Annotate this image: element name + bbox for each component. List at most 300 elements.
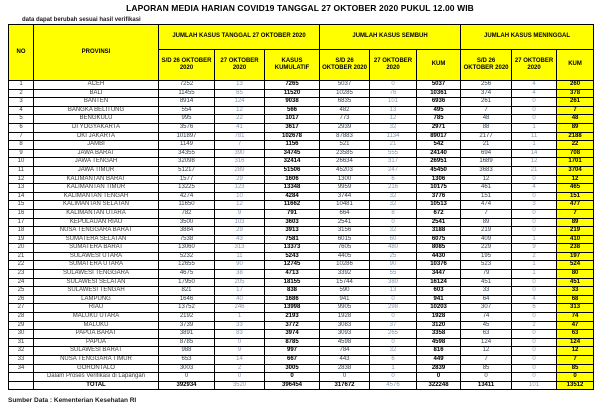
- kasus-27-cell: 205: [215, 278, 265, 287]
- sembuh-27-cell: 13: [370, 106, 417, 115]
- sembuh-27-cell: 90: [370, 261, 417, 270]
- row-number: 13: [9, 184, 34, 193]
- kasus-27-cell: 9: [215, 209, 265, 218]
- province-name: ACEH: [34, 81, 159, 90]
- meninggal-kum-cell: 68: [557, 295, 594, 304]
- row-number: 16: [9, 209, 34, 218]
- meninggal-kum-cell: 0: [557, 373, 594, 382]
- meninggal-sd-cell: 694: [461, 149, 512, 158]
- sembuh-sd-cell: 3744: [320, 192, 370, 201]
- meninggal-sd-cell: 1689: [461, 158, 512, 167]
- meninggal-27-cell: 0: [512, 98, 557, 107]
- sembuh-27-cell: 6: [370, 175, 417, 184]
- meninggal-kum-cell: 261: [557, 98, 594, 107]
- kasus-27-cell: 103: [215, 218, 265, 227]
- meninggal-kum-cell: 47: [557, 321, 594, 330]
- kasus-kum-cell: 9038: [265, 98, 320, 107]
- kasus-sd-cell: 4274: [159, 192, 215, 201]
- sembuh-kum-cell: 16124: [417, 278, 461, 287]
- sembuh-sd-cell: 3083: [320, 321, 370, 330]
- kasus-sd-cell: 8785: [159, 338, 215, 347]
- kasus-27-cell: 41: [215, 123, 265, 132]
- kasus-sd-cell: 101897: [159, 132, 215, 141]
- sembuh-kum-cell: 4430: [417, 252, 461, 261]
- sembuh-27-cell: 380: [370, 278, 417, 287]
- meninggal-27-cell: 0: [512, 330, 557, 339]
- meninggal-27-cell: 6: [512, 304, 557, 313]
- sembuh-sd-cell: 3156: [320, 227, 370, 236]
- table-row: [9, 106, 594, 115]
- table-row: [9, 373, 594, 382]
- kasus-kum-cell: 1156: [265, 141, 320, 150]
- meninggal-sd-cell: 523: [461, 261, 512, 270]
- sembuh-kum-cell: 89017: [417, 132, 461, 141]
- kasus-kum-cell: 4284: [265, 192, 320, 201]
- sembuh-kum-cell: 4598: [417, 338, 461, 347]
- sembuh-27-cell: 32: [370, 347, 417, 356]
- meninggal-kum-cell: 13512: [557, 381, 594, 390]
- kasus-sd-cell: 7538: [159, 235, 215, 244]
- meninggal-27-cell: 0: [512, 218, 557, 227]
- kasus-27-cell: 33: [215, 321, 265, 330]
- sembuh-kum-cell: 5037: [417, 81, 461, 90]
- kasus-kum-cell: 7265: [265, 81, 320, 90]
- sembuh-sd-cell: 941: [320, 295, 370, 304]
- table-body: [9, 81, 594, 390]
- meninggal-sd-cell: 474: [461, 201, 512, 210]
- meninggal-kum-cell: 3704: [557, 166, 594, 175]
- sembuh-sd-cell: 26634: [320, 158, 370, 167]
- meninggal-27-cell: 0: [512, 356, 557, 365]
- group-header-sembuh: JUMLAH KASUS SEMBUH: [320, 25, 461, 50]
- sembuh-kum-cell: 6075: [417, 235, 461, 244]
- meninggal-sd-cell: 85: [461, 364, 512, 373]
- kasus-kum-cell: 5243: [265, 252, 320, 261]
- province-name: BANGKA BELITUNG: [34, 106, 159, 115]
- row-number: 34: [9, 364, 34, 373]
- kasus-sd-cell: 32098: [159, 158, 215, 167]
- kasus-sd-cell: 12655: [159, 261, 215, 270]
- province-name: BALI: [34, 89, 159, 98]
- col-header-provinsi: PROVINSI: [34, 25, 159, 81]
- meninggal-27-cell: 0: [512, 373, 557, 382]
- kasus-kum-cell: 8785: [265, 338, 320, 347]
- province-name: JAMBI: [34, 141, 159, 150]
- meninggal-27-cell: 11: [512, 132, 557, 141]
- sub-header-kasus-kum: KASUS KUMULATIF: [265, 50, 320, 81]
- kasus-sd-cell: 3003: [159, 364, 215, 373]
- province-name: KALIMANTAN BARAT: [34, 175, 159, 184]
- sembuh-27-cell: 265: [370, 330, 417, 339]
- kasus-27-cell: 313: [215, 244, 265, 253]
- table-row: [9, 175, 594, 184]
- sembuh-sd-cell: 0: [320, 373, 370, 382]
- kasus-27-cell: 2: [215, 364, 265, 373]
- province-name: KEPULAUAN RIAU: [34, 218, 159, 227]
- province-name: NUSA TENGGARA BARAT: [34, 227, 159, 236]
- kasus-27-cell: 7: [215, 141, 265, 150]
- kasus-sd-cell: 995: [159, 115, 215, 124]
- province-name: KALIMANTAN SELATAN: [34, 201, 159, 210]
- sub-header-kasus-sd: S/D 26 OKTOBER 2020: [159, 50, 215, 81]
- meninggal-kum-cell: 7: [557, 356, 594, 365]
- kasus-27-cell: 83: [215, 330, 265, 339]
- sembuh-sd-cell: 10286: [320, 261, 370, 270]
- sembuh-sd-cell: 23585: [320, 149, 370, 158]
- province-name: SULAWESI TENGAH: [34, 287, 159, 296]
- table-row: [9, 244, 594, 253]
- sembuh-27-cell: 76: [370, 89, 417, 98]
- kasus-kum-cell: 102678: [265, 132, 320, 141]
- kasus-27-cell: 316: [215, 158, 265, 167]
- sembuh-sd-cell: 5037: [320, 81, 370, 90]
- province-name: DKI JAKARTA: [34, 132, 159, 141]
- sembuh-27-cell: 32: [370, 227, 417, 236]
- kasus-kum-cell: 3913: [265, 227, 320, 236]
- row-number: 2: [9, 89, 34, 98]
- row-number: 8: [9, 141, 34, 150]
- source-note: Sumber Data : Kementerian Kesehatan RI: [8, 397, 137, 405]
- table-row: [9, 89, 594, 98]
- kasus-27-cell: 17: [215, 287, 265, 296]
- meninggal-sd-cell: 64: [461, 295, 512, 304]
- meninggal-sd-cell: 12: [461, 347, 512, 356]
- sembuh-sd-cell: 3093: [320, 330, 370, 339]
- kasus-sd-cell: 7252: [159, 81, 215, 90]
- sembuh-sd-cell: 784: [320, 347, 370, 356]
- table-row: [9, 338, 594, 347]
- table-row: [9, 158, 594, 167]
- meninggal-kum-cell: 89: [557, 123, 594, 132]
- table-row: [9, 149, 594, 158]
- sembuh-kum-cell: 2839: [417, 364, 461, 373]
- meninggal-kum-cell: 7: [557, 106, 594, 115]
- table-row: [9, 304, 594, 313]
- province-name: BANTEN: [34, 98, 159, 107]
- meninggal-kum-cell: 63: [557, 330, 594, 339]
- meninggal-kum-cell: 89: [557, 218, 594, 227]
- sembuh-27-cell: 0: [370, 313, 417, 322]
- table-row: [9, 218, 594, 227]
- sembuh-kum-cell: 941: [417, 295, 461, 304]
- province-name: BENGKULU: [34, 115, 159, 124]
- kasus-sd-cell: 51217: [159, 166, 215, 175]
- table-row: [9, 166, 594, 175]
- row-number: 26: [9, 295, 34, 304]
- kasus-kum-cell: 18155: [265, 278, 320, 287]
- sub-header-meninggal-sd: S/D 26 OKTOBER 2020: [461, 50, 512, 81]
- meninggal-kum-cell: 313: [557, 304, 594, 313]
- meninggal-kum-cell: 151: [557, 192, 594, 201]
- province-name: PAPUA BARAT: [34, 330, 159, 339]
- meninggal-27-cell: 2: [512, 252, 557, 261]
- meninggal-kum-cell: 1701: [557, 158, 594, 167]
- kasus-27-cell: 246: [215, 304, 265, 313]
- sembuh-27-cell: 12: [370, 115, 417, 124]
- kasus-sd-cell: 653: [159, 356, 215, 365]
- meninggal-27-cell: 0: [512, 192, 557, 201]
- meninggal-27-cell: 0: [512, 278, 557, 287]
- meninggal-kum-cell: 197: [557, 252, 594, 261]
- row-number: 20: [9, 244, 34, 253]
- kasus-kum-cell: 396454: [265, 381, 320, 390]
- meninggal-27-cell: 0: [512, 175, 557, 184]
- province-name: SUMATERA UTARA: [34, 261, 159, 270]
- row-number: 12: [9, 175, 34, 184]
- sembuh-sd-cell: 482: [320, 106, 370, 115]
- group-header-kasus: JUMLAH KASUS TANGGAL 27 OKTOBER 2020: [159, 25, 320, 50]
- meninggal-kum-cell: 12: [557, 347, 594, 356]
- kasus-27-cell: 3520: [215, 381, 265, 390]
- meninggal-sd-cell: 374: [461, 89, 512, 98]
- meninggal-27-cell: 1: [512, 261, 557, 270]
- kasus-kum-cell: 0: [265, 373, 320, 382]
- sub-header-sembuh-sd: S/D 26 OKTOBER 2020: [320, 50, 370, 81]
- kasus-27-cell: 0: [215, 338, 265, 347]
- kasus-sd-cell: 4675: [159, 270, 215, 279]
- kasus-sd-cell: 13752: [159, 304, 215, 313]
- meninggal-kum-cell: 378: [557, 89, 594, 98]
- row-number: 15: [9, 201, 34, 210]
- meninggal-kum-cell: 48: [557, 115, 594, 124]
- table-row: [9, 381, 594, 390]
- meninggal-sd-cell: 21: [461, 141, 512, 150]
- province-name: SUMATERA SELATAN: [34, 235, 159, 244]
- row-number: 18: [9, 227, 34, 236]
- table-row: [9, 347, 594, 356]
- table-row: [9, 356, 594, 365]
- row-number: 32: [9, 347, 34, 356]
- province-name: JAWA TENGAH: [34, 158, 159, 167]
- kasus-kum-cell: 32414: [265, 158, 320, 167]
- sembuh-kum-cell: 816: [417, 347, 461, 356]
- table-row: [9, 98, 594, 107]
- province-name: MALUKU: [34, 321, 159, 330]
- meninggal-27-cell: 0: [512, 287, 557, 296]
- table-row: [9, 295, 594, 304]
- province-name: KALIMANTAN TIMUR: [34, 184, 159, 193]
- row-number: 17: [9, 218, 34, 227]
- kasus-27-cell: 123: [215, 184, 265, 193]
- kasus-27-cell: 12: [215, 106, 265, 115]
- meninggal-sd-cell: 7: [461, 209, 512, 218]
- sembuh-27-cell: 4576: [370, 381, 417, 390]
- kasus-sd-cell: 821: [159, 287, 215, 296]
- meninggal-kum-cell: 124: [557, 338, 594, 347]
- row-number: 4: [9, 106, 34, 115]
- row-number: 10: [9, 158, 34, 167]
- meninggal-kum-cell: 524: [557, 261, 594, 270]
- province-name: SULAWESI TENGGARA: [34, 270, 159, 279]
- kasus-sd-cell: 1646: [159, 295, 215, 304]
- sembuh-kum-cell: 24140: [417, 149, 461, 158]
- sembuh-27-cell: 0: [370, 81, 417, 90]
- meninggal-sd-cell: 151: [461, 192, 512, 201]
- meninggal-sd-cell: 63: [461, 330, 512, 339]
- kasus-27-cell: 12: [215, 201, 265, 210]
- sembuh-27-cell: 32: [370, 123, 417, 132]
- row-number: 28: [9, 313, 34, 322]
- kasus-kum-cell: 791: [265, 209, 320, 218]
- kasus-sd-cell: 1577: [159, 175, 215, 184]
- kasus-27-cell: 10: [215, 192, 265, 201]
- meninggal-sd-cell: 74: [461, 313, 512, 322]
- meninggal-sd-cell: 124: [461, 338, 512, 347]
- table-row: [9, 209, 594, 218]
- kasus-27-cell: 0: [215, 373, 265, 382]
- row-number: [9, 381, 34, 390]
- row-number: 1: [9, 81, 34, 90]
- sembuh-kum-cell: 26951: [417, 158, 461, 167]
- kasus-27-cell: 14: [215, 356, 265, 365]
- kasus-kum-cell: 12745: [265, 261, 320, 270]
- kasus-kum-cell: 13373: [265, 244, 320, 253]
- meninggal-kum-cell: 477: [557, 201, 594, 210]
- meninggal-27-cell: 1: [512, 270, 557, 279]
- province-name: JAWA TIMUR: [34, 166, 159, 175]
- kasus-kum-cell: 7581: [265, 235, 320, 244]
- meninggal-27-cell: 21: [512, 166, 557, 175]
- sembuh-sd-cell: 773: [320, 115, 370, 124]
- kasus-27-cell: 38: [215, 270, 265, 279]
- table-header: [9, 25, 594, 81]
- kasus-sd-cell: 782: [159, 209, 215, 218]
- province-name: PAPUA: [34, 338, 159, 347]
- table-row: [9, 364, 594, 373]
- kasus-27-cell: 124: [215, 98, 265, 107]
- province-name: SULAWESI UTARA: [34, 252, 159, 261]
- kasus-kum-cell: 51506: [265, 166, 320, 175]
- sembuh-sd-cell: 1300: [320, 175, 370, 184]
- kasus-sd-cell: 392934: [159, 381, 215, 390]
- meninggal-27-cell: 0: [512, 115, 557, 124]
- row-number: 21: [9, 252, 34, 261]
- sembuh-kum-cell: 672: [417, 209, 461, 218]
- table-row: [9, 132, 594, 141]
- meninggal-sd-cell: 7: [461, 356, 512, 365]
- sembuh-sd-cell: 6835: [320, 98, 370, 107]
- kasus-sd-cell: 1149: [159, 141, 215, 150]
- sembuh-kum-cell: 10513: [417, 201, 461, 210]
- meninggal-27-cell: 0: [512, 338, 557, 347]
- kasus-kum-cell: 13348: [265, 184, 320, 193]
- meninggal-kum-cell: 451: [557, 278, 594, 287]
- row-number: 3: [9, 98, 34, 107]
- kasus-kum-cell: 34745: [265, 149, 320, 158]
- meninggal-sd-cell: 12: [461, 175, 512, 184]
- meninggal-27-cell: 0: [512, 347, 557, 356]
- row-number: 23: [9, 270, 34, 279]
- province-name: MALUKU UTARA: [34, 313, 159, 322]
- sembuh-kum-cell: 2971: [417, 123, 461, 132]
- row-number: 19: [9, 235, 34, 244]
- sembuh-kum-cell: 6936: [417, 98, 461, 107]
- col-header-no: NO: [9, 25, 34, 81]
- province-name: DI YOGYAKARTA: [34, 123, 159, 132]
- sembuh-kum-cell: 3358: [417, 330, 461, 339]
- meninggal-sd-cell: 33: [461, 287, 512, 296]
- table-row: [9, 192, 594, 201]
- sembuh-kum-cell: 1928: [417, 313, 461, 322]
- sembuh-kum-cell: 3776: [417, 192, 461, 201]
- sembuh-sd-cell: 9905: [320, 304, 370, 313]
- table-row: [9, 278, 594, 287]
- sembuh-sd-cell: 443: [320, 356, 370, 365]
- sembuh-kum-cell: 10361: [417, 89, 461, 98]
- sembuh-kum-cell: 785: [417, 115, 461, 124]
- meninggal-27-cell: 0: [512, 106, 557, 115]
- sembuh-27-cell: 101: [370, 98, 417, 107]
- sembuh-sd-cell: 2838: [320, 364, 370, 373]
- sembuh-sd-cell: 6015: [320, 235, 370, 244]
- meninggal-sd-cell: 256: [461, 81, 512, 90]
- meninggal-sd-cell: 0: [461, 373, 512, 382]
- table-row: [9, 201, 594, 210]
- meninggal-kum-cell: 74: [557, 313, 594, 322]
- meninggal-sd-cell: 307: [461, 304, 512, 313]
- kasus-sd-cell: 3500: [159, 218, 215, 227]
- sembuh-27-cell: 0: [370, 338, 417, 347]
- sembuh-sd-cell: 10285: [320, 89, 370, 98]
- meninggal-sd-cell: 461: [461, 184, 512, 193]
- sembuh-27-cell: 1134: [370, 132, 417, 141]
- kasus-sd-cell: 17950: [159, 278, 215, 287]
- kasus-kum-cell: 3617: [265, 123, 320, 132]
- meninggal-sd-cell: 2177: [461, 132, 512, 141]
- sub-header-sembuh-27: 27 OKTOBER 2020: [370, 50, 417, 81]
- meninggal-sd-cell: 89: [461, 218, 512, 227]
- table-row: [9, 115, 594, 124]
- kasus-sd-cell: 0: [159, 373, 215, 382]
- sembuh-kum-cell: 0: [417, 373, 461, 382]
- row-number: 22: [9, 261, 34, 270]
- province-name: SULAWESI BARAT: [34, 347, 159, 356]
- sembuh-kum-cell: 603: [417, 287, 461, 296]
- row-number: 30: [9, 330, 34, 339]
- revision-note: data dapat berubah sesuai hasil verifikasi: [22, 17, 141, 23]
- sembuh-sd-cell: 2939: [320, 123, 370, 132]
- table-row: [9, 184, 594, 193]
- sembuh-kum-cell: 1306: [417, 175, 461, 184]
- kasus-27-cell: 11: [215, 252, 265, 261]
- meninggal-kum-cell: 7: [557, 209, 594, 218]
- meninggal-27-cell: 3: [512, 201, 557, 210]
- sembuh-27-cell: 32: [370, 192, 417, 201]
- province-name: LAMPUNG: [34, 295, 159, 304]
- meninggal-27-cell: 1: [512, 123, 557, 132]
- row-number: 7: [9, 132, 34, 141]
- kasus-sd-cell: 8914: [159, 98, 215, 107]
- row-number: 24: [9, 278, 34, 287]
- table-row: [9, 227, 594, 236]
- sembuh-27-cell: 317: [370, 158, 417, 167]
- kasus-sd-cell: 5232: [159, 252, 215, 261]
- row-number: [9, 373, 34, 382]
- sembuh-sd-cell: 9959: [320, 184, 370, 193]
- sembuh-sd-cell: 4598: [320, 338, 370, 347]
- sembuh-sd-cell: 7605: [320, 244, 370, 253]
- sub-header-meninggal-27: 27 OKTOBER 2020: [512, 50, 557, 81]
- kasus-sd-cell: 3884: [159, 227, 215, 236]
- sembuh-kum-cell: 3447: [417, 270, 461, 279]
- table-row: [9, 321, 594, 330]
- meninggal-sd-cell: 48: [461, 115, 512, 124]
- meninggal-kum-cell: 708: [557, 149, 594, 158]
- kasus-sd-cell: 3891: [159, 330, 215, 339]
- table-row: [9, 123, 594, 132]
- kasus-kum-cell: 11662: [265, 201, 320, 210]
- sub-header-sembuh-kum: KUM: [417, 50, 461, 81]
